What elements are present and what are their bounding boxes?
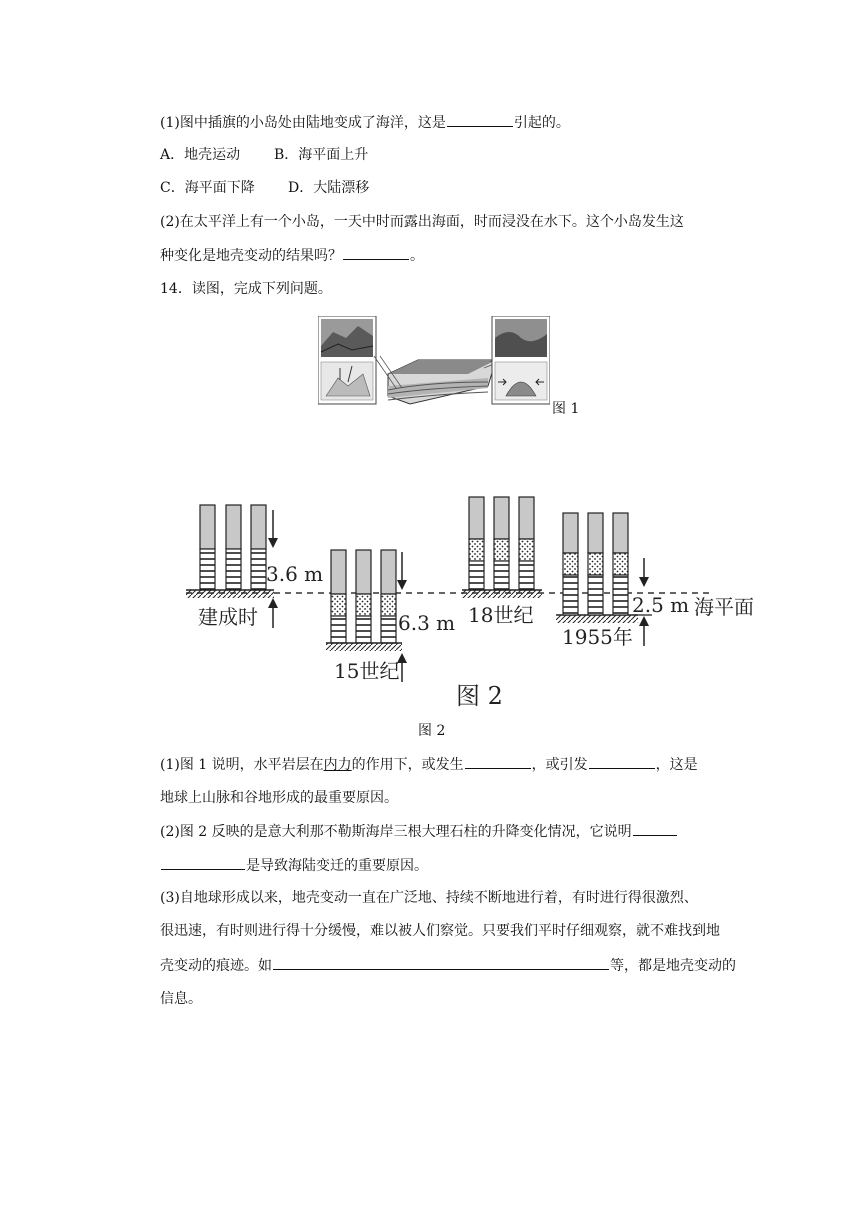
q14-sub1-text-c: ，或引发 [531,757,588,773]
q13-part2-text: 种变化是地壳变动的结果吗？ [160,248,342,264]
label-sea-level: 海平面 [694,595,754,619]
q13-options-row2 [160,178,369,198]
q14-sub1-text-d: ，这是 [655,757,698,773]
figure-2-inner-title: 图 2 [456,682,503,710]
label-1955: 1955年 [562,625,633,649]
answer-blank[interactable] [273,955,609,970]
q14-sub3-line2: 很迅速，有时则进行得十分缓慢，难以被人们察觉。只要我们平时仔细观察，就不难找到地 [160,923,720,939]
label-15th-century: 15世纪 [334,659,400,683]
figure-2-caption: 图 2 [418,723,446,739]
measure-6.3: 6.3 m [398,611,456,635]
label-18th-century: 18世纪 [468,603,534,627]
q13-part1 [160,112,570,133]
measure-3.6: 3.6 m [266,562,324,586]
q14-sub1-line2: 地球上山脉和谷地形成的最重要原因。 [160,790,398,806]
q13-part2-line1: (2)在太平洋上有一个小岛，一天中时而露出海面，时而浸没在水下。这个小岛发生这 [160,214,684,230]
q14-sub3-text-before: 壳变动的痕迹。如 [160,958,272,974]
columns-18th-century [462,497,542,598]
q13-part1-text-before: (1)图中插旗的小岛处由陆地变成了海洋，这是 [160,115,446,131]
q14-sub1-text-b: 的作用下，或发生 [351,757,464,773]
q14-sub3-line4: 信息。 [160,991,202,1007]
q14-sub1-text-a: (1)图 1 说明，水平岩层在 [160,757,324,773]
answer-blank[interactable] [465,754,531,769]
answer-blank[interactable] [589,754,655,769]
q14-sub3-line1: (3)自地球形成以来，地壳变动一直在广泛地、持续不断地进行着，有时进行得很激烈、 [160,890,698,906]
answer-blank[interactable] [633,821,677,836]
figure-2-diagram [186,490,766,712]
q14-sub3-line3 [160,955,736,976]
q14-title: 14．读图，完成下列问题。 [160,281,332,297]
q14-sub1-underlined: 内力 [323,757,352,773]
q14-sub1-line1 [160,754,698,775]
q14-sub2-line1 [160,821,678,842]
label-built: 建成时 [198,605,258,629]
q13-part1-text-after: 引起的。 [513,115,570,131]
q13-options-row1 [160,145,368,165]
figure-1-image [318,316,550,412]
option-b[interactable]: B．海平面上升 [274,147,369,163]
option-a[interactable]: A．地壳运动 [160,147,241,163]
q13-part2-line2 [160,245,424,266]
answer-blank[interactable] [447,112,513,127]
q14-sub2-text-after: 是导致海陆变迁的重要原因。 [246,858,428,874]
option-c[interactable]: C．海平面下降 [160,180,255,196]
q14-sub2-text: (2)图 2 反映的是意大利那不勒斯海岸三根大理石柱的升降变化情况，它说明 [160,824,632,840]
figure-1-caption: 图 1 [552,401,580,417]
measure-2.5: 2.5 m [632,593,690,617]
answer-blank[interactable] [161,855,245,870]
option-d[interactable]: D．大陆漂移 [288,180,370,196]
q13-part2-period: 。 [410,248,424,264]
q14-sub2-line2 [160,855,428,876]
q14-sub3-text-after: 等，都是地壳变动的 [610,958,736,974]
answer-blank[interactable] [343,245,409,260]
